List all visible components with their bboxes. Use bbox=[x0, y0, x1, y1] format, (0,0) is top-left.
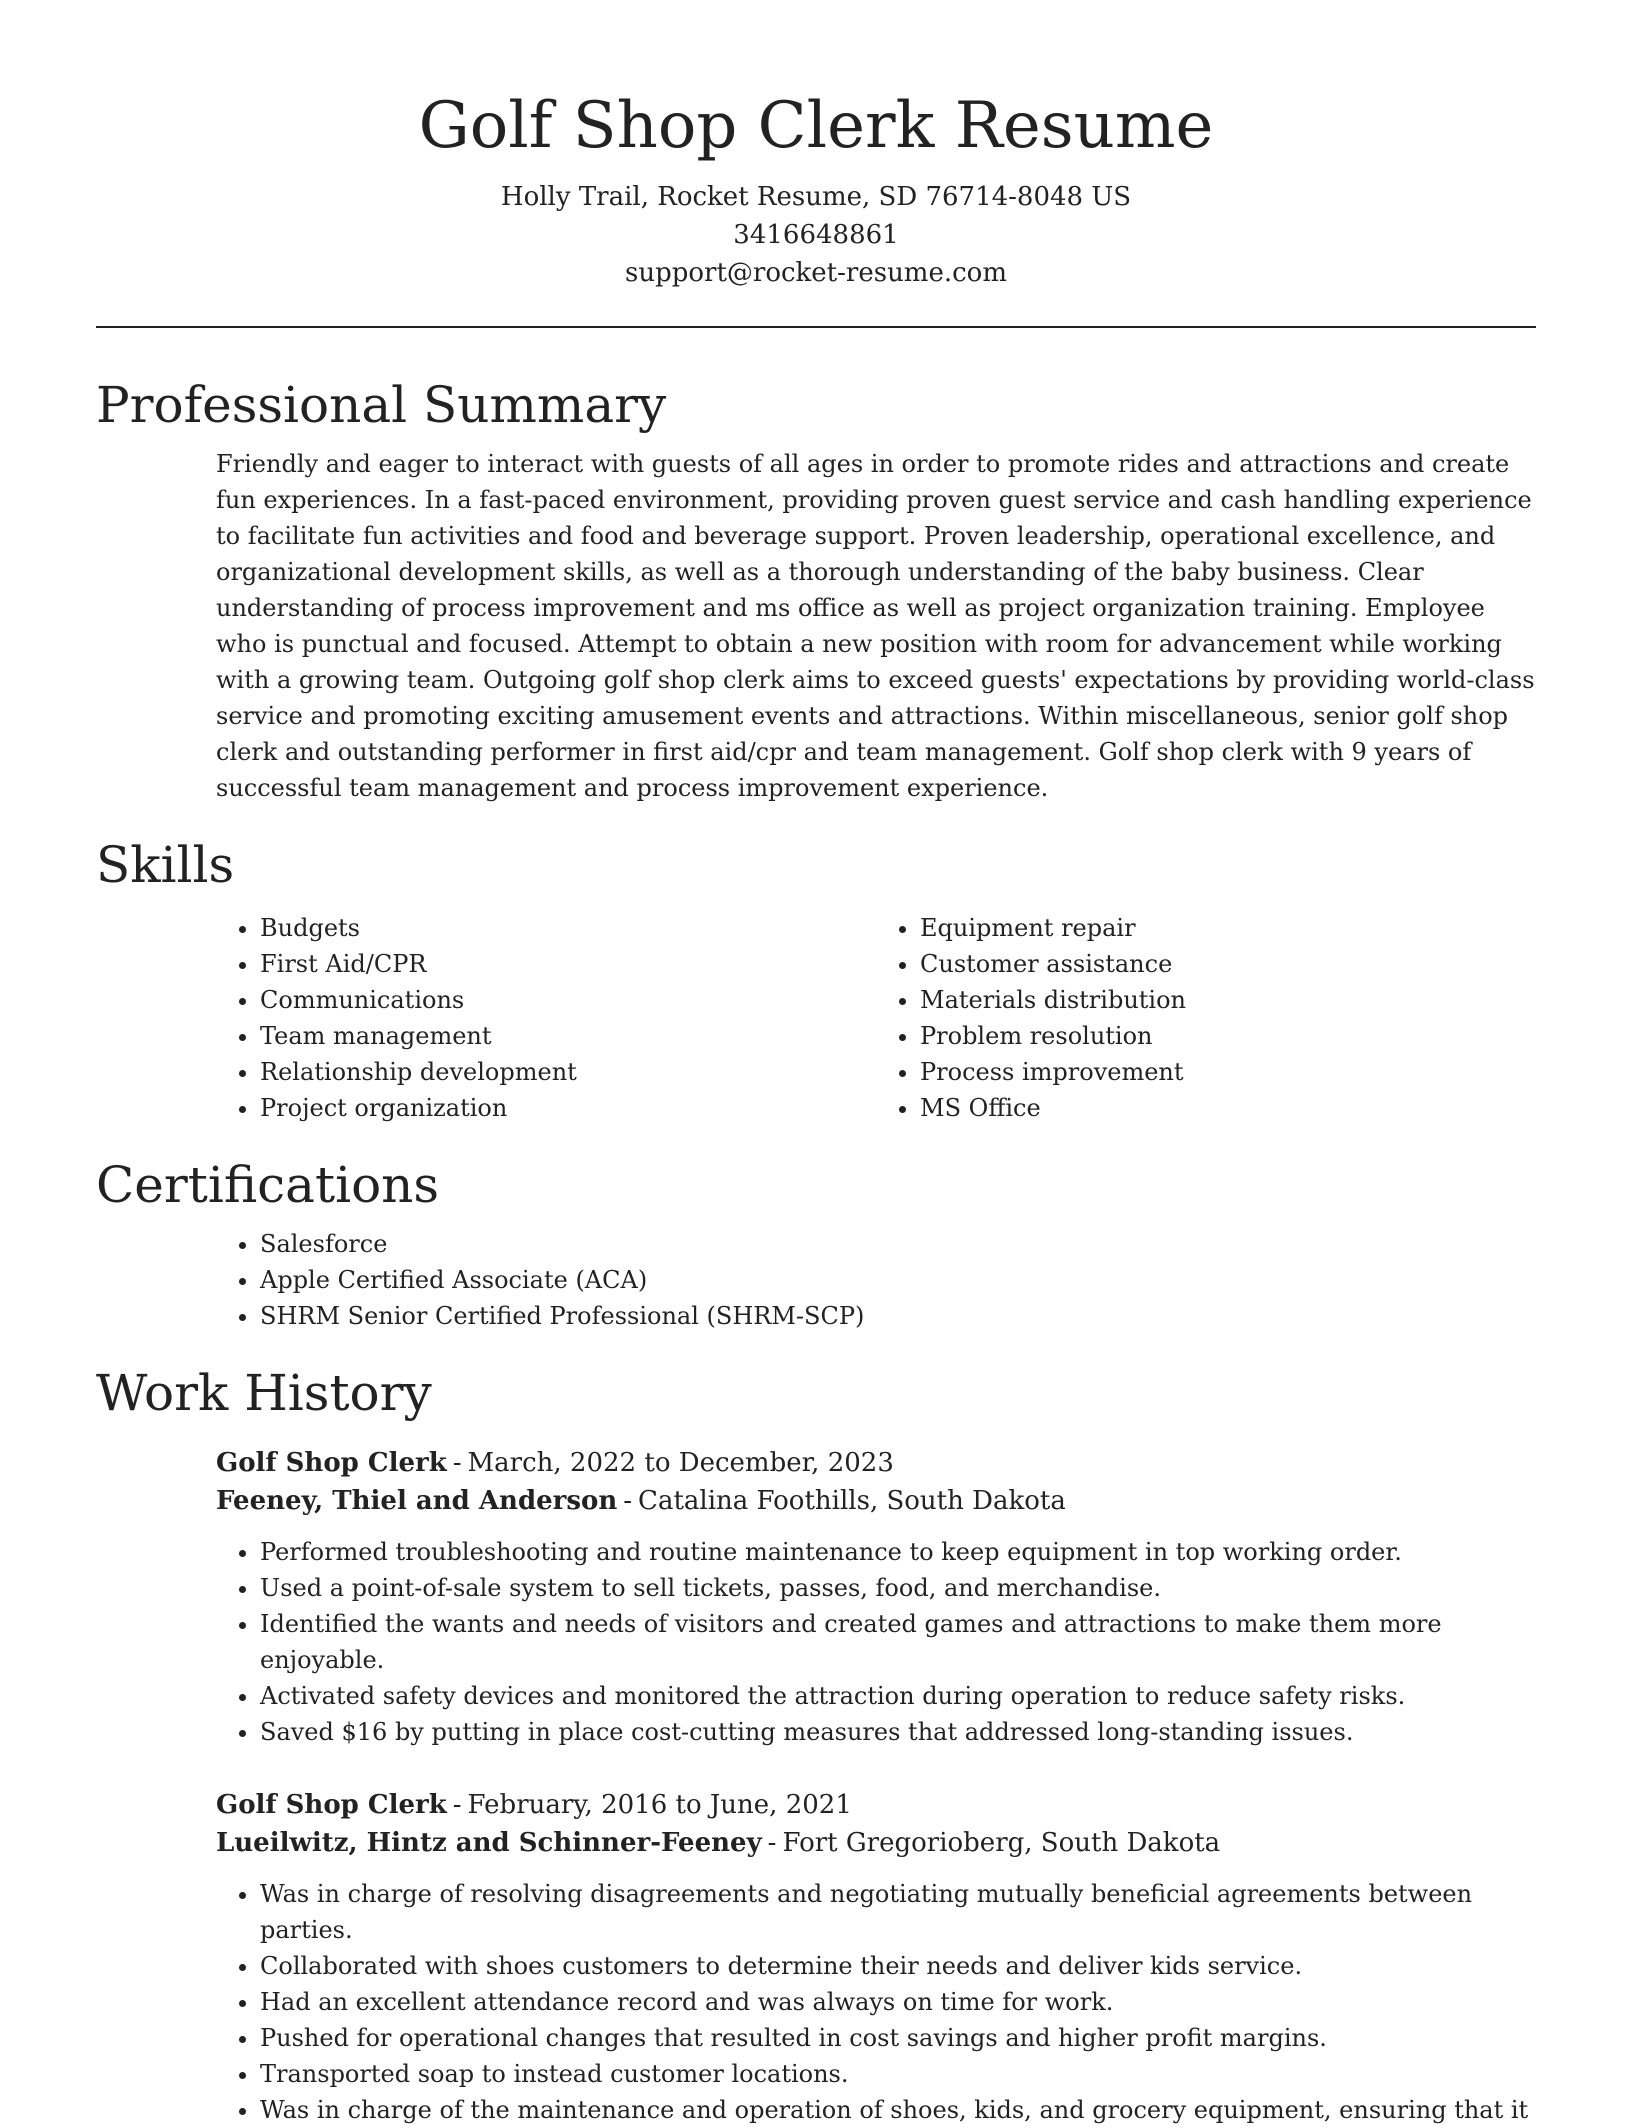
job-bullet: • Performed troubleshooting and routine maintenance to keep equipment in top working order. bbox=[260, 1534, 1536, 1570]
certifications-section bbox=[96, 1150, 1536, 1334]
skill-item: • Process improvement bbox=[920, 1054, 1536, 1090]
job-location: Catalina Foothills, South Dakota bbox=[638, 1486, 1066, 1516]
skill-item: • Customer assistance bbox=[920, 946, 1536, 982]
job-bullet: • Transported soap to instead customer locations. bbox=[260, 2056, 1536, 2092]
skill-item: • Team management bbox=[260, 1018, 876, 1054]
job-company: Lueilwitz, Hintz and Schinner-Feeney bbox=[216, 1828, 762, 1858]
job-bullet: • Was in charge of resolving disagreements and negotiating mutually beneficial agreements between parties. bbox=[260, 1876, 1536, 1948]
skill-item: • Equipment repair bbox=[920, 910, 1536, 946]
job-title: Golf Shop Clerk bbox=[216, 1790, 447, 1820]
certifications-heading: Certifications bbox=[96, 1156, 440, 1214]
skills-heading: Skills bbox=[96, 836, 235, 894]
skill-item: • MS Office bbox=[920, 1090, 1536, 1126]
skill-item: • Project organization bbox=[260, 1090, 876, 1126]
contact-phone: 3416648861 bbox=[733, 220, 899, 250]
job-entry bbox=[216, 1444, 1536, 1750]
skill-item: • Problem resolution bbox=[920, 1018, 1536, 1054]
job-company: Feeney, Thiel and Anderson bbox=[216, 1486, 618, 1516]
job-company-line: Lueilwitz, Hintz and Schinner-Feeney - Fort Gregorioberg, South Dakota bbox=[216, 1828, 1221, 1858]
certification-item: • Salesforce bbox=[260, 1226, 1536, 1262]
skill-item: • Budgets bbox=[260, 910, 876, 946]
work-section bbox=[96, 1358, 1536, 2128]
job-bullet: • Had an excellent attendance record and was always on time for work. bbox=[260, 1984, 1536, 2020]
skill-item: • First Aid/CPR bbox=[260, 946, 876, 982]
job-title-line: Golf Shop Clerk - March, 2022 to December, 2023 bbox=[216, 1448, 894, 1478]
certifications-list bbox=[216, 1226, 1536, 1334]
skill-item: • Materials distribution bbox=[920, 982, 1536, 1018]
skills-grid bbox=[216, 910, 1536, 1126]
job-bullets bbox=[216, 1876, 1536, 2128]
job-bullet: • Identified the wants and needs of visitors and created games and attractions to make them more enjoyable. bbox=[260, 1606, 1536, 1678]
job-company-line: Feeney, Thiel and Anderson - Catalina Foothills, South Dakota bbox=[216, 1486, 1066, 1516]
skill-item: • Relationship development bbox=[260, 1054, 876, 1090]
skills-list-right bbox=[876, 910, 1536, 1126]
contact-address: Holly Trail, Rocket Resume, SD 76714-8048 US bbox=[500, 182, 1132, 212]
certification-item: • Apple Certified Associate (ACA) bbox=[260, 1262, 1536, 1298]
contact-block bbox=[96, 178, 1536, 292]
job-title-line: Golf Shop Clerk - February, 2016 to June, 2021 bbox=[216, 1790, 852, 1820]
header-divider bbox=[96, 326, 1536, 328]
job-bullet: • Pushed for operational changes that resulted in cost savings and higher profit margins. bbox=[260, 2020, 1536, 2056]
contact-email: support@rocket-resume.com bbox=[624, 258, 1007, 288]
skills-list-left bbox=[216, 910, 876, 1126]
resume-header bbox=[96, 0, 1536, 292]
resume-title: Golf Shop Clerk Resume bbox=[418, 89, 1214, 163]
job-location: Fort Gregorioberg, South Dakota bbox=[782, 1828, 1221, 1858]
summary-heading: Professional Summary bbox=[96, 376, 667, 434]
job-bullet: • Was in charge of the maintenance and operation of shoes, kids, and grocery equipment, ensuring that it bbox=[260, 2092, 1536, 2128]
skills-section bbox=[96, 830, 1536, 1126]
summary-text: Friendly and eager to interact with guests of all ages in order to promote rides and attractions and create fun experiences. In a fast-paced environment, providing proven guest service and cash handling experience to facilitate fun activities and food and beverage support. Proven leadership, operational excellence, and organizational development skills, as well as a thorough understanding of the baby business. Clear understanding of process improvement and ms office as well as project organization training. Employee who is punctual and focused. Attempt to obtain a new position with room for advancement while working with a growing team. Outgoing golf shop clerk aims to exceed guests' expectations by providing world-class service and promoting exciting amusement events and attractions. Within miscellaneous, senior golf shop clerk and outstanding performer in first aid/cpr and team management. Golf shop clerk with 9 years of successful team management and process improvement experience. bbox=[216, 450, 1535, 802]
job-title: Golf Shop Clerk bbox=[216, 1448, 447, 1478]
job-bullet: • Saved $16 by putting in place cost-cutting measures that addressed long-standing issues. bbox=[260, 1714, 1536, 1750]
summary-section bbox=[96, 370, 1536, 806]
job-dates: February, 2016 to June, 2021 bbox=[467, 1790, 852, 1820]
job-bullets bbox=[216, 1534, 1536, 1750]
job-bullet: • Activated safety devices and monitored the attraction during operation to reduce safety risks. bbox=[260, 1678, 1536, 1714]
work-heading: Work History bbox=[96, 1364, 432, 1422]
job-bullet: • Used a point-of-sale system to sell tickets, passes, food, and merchandise. bbox=[260, 1570, 1536, 1606]
job-dates: March, 2022 to December, 2023 bbox=[467, 1448, 894, 1478]
job-entry bbox=[216, 1786, 1536, 2128]
resume-page bbox=[96, 0, 1536, 2128]
certification-item: • SHRM Senior Certified Professional (SHRM-SCP) bbox=[260, 1298, 1536, 1334]
skill-item: • Communications bbox=[260, 982, 876, 1018]
job-bullet: • Collaborated with shoes customers to determine their needs and deliver kids service. bbox=[260, 1948, 1536, 1984]
